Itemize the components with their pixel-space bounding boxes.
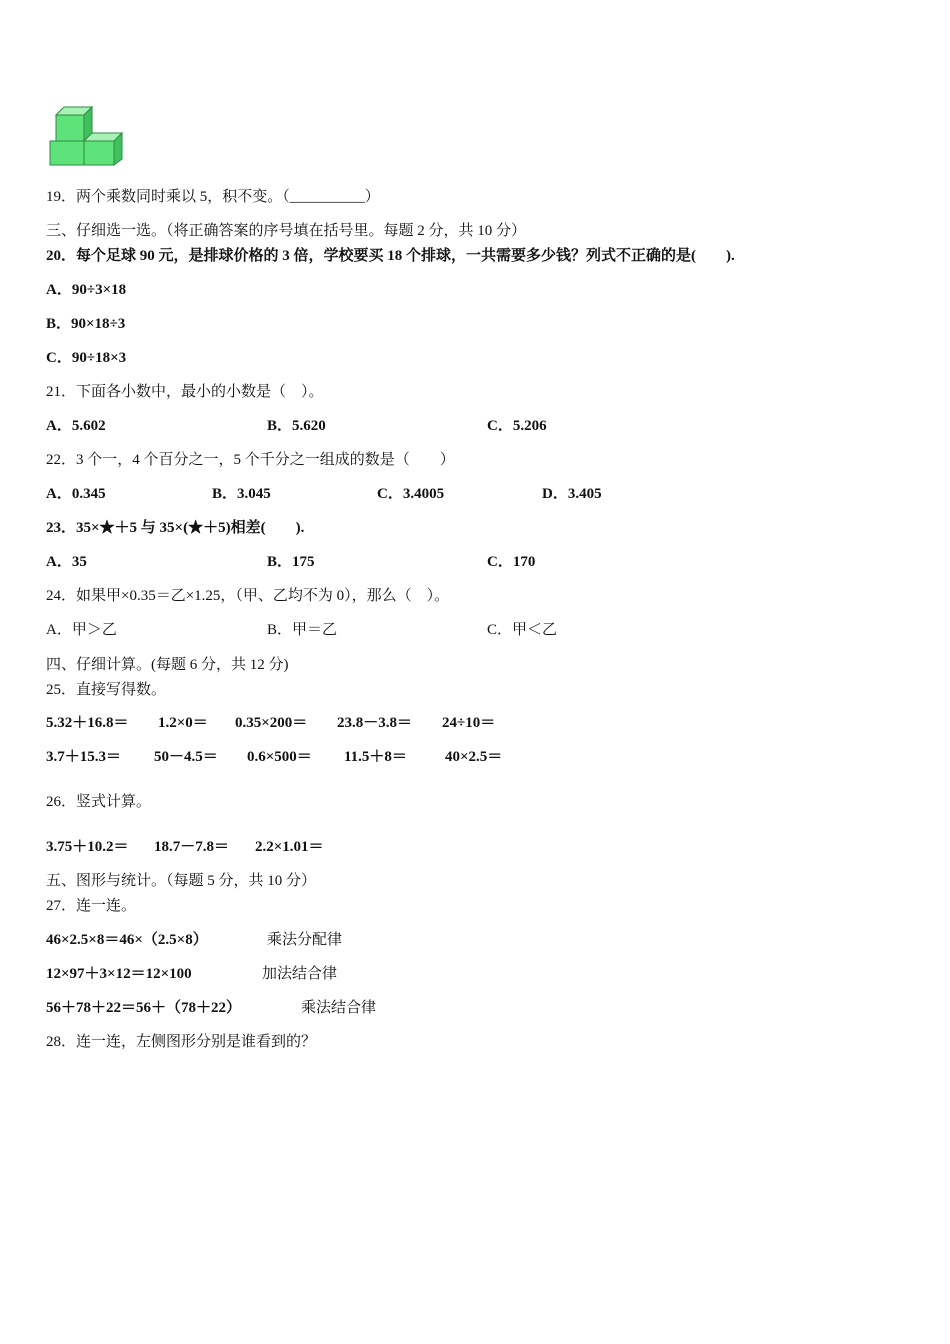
- question-22-option-a: A．0.345: [46, 486, 106, 502]
- match-left-item: 12×97＋3×12＝12×100: [46, 966, 192, 982]
- calc-item: 3.7＋15.3＝: [46, 749, 122, 765]
- calc-item: 11.5＋8＝: [344, 749, 407, 765]
- question-22-stem: 22．3 个一，4 个百分之一，5 个千分之一组成的数是（ ）: [46, 452, 455, 468]
- vertical-calc-item: 3.75＋10.2＝: [46, 839, 129, 855]
- match-right-item: 乘法结合律: [301, 1000, 377, 1016]
- question-21-option-a: A．5.602: [46, 418, 106, 434]
- question-20-option-c: C．90÷18×3: [46, 350, 127, 366]
- section-3-title: 三、仔细选一选。（将正确答案的序号填在括号里。每题 2 分，共 10 分）: [46, 223, 527, 239]
- calc-item: 50－4.5＝: [154, 749, 218, 765]
- question-26-stem: 26．竖式计算。: [46, 794, 152, 810]
- question-28-stem: 28．连一连，左侧图形分别是谁看到的？: [46, 1034, 317, 1050]
- question-23-option-a: A．35: [46, 554, 87, 570]
- question-24-option-a: A．甲＞乙: [46, 622, 117, 638]
- section-4-title: 四、仔细计算。(每题 6 分，共 12 分): [46, 657, 289, 673]
- question-21-option-b: B．5.620: [267, 418, 326, 434]
- match-left-item: 46×2.5×8＝46×（2.5×8）: [46, 932, 208, 948]
- match-left-item: 56＋78＋22＝56＋（78＋22）: [46, 1000, 242, 1016]
- match-right-item: 乘法分配律: [267, 932, 343, 948]
- question-21-option-c: C．5.206: [487, 418, 547, 434]
- calc-item: 0.6×500＝: [247, 749, 312, 765]
- vertical-calc-item: 18.7－7.8＝: [154, 839, 230, 855]
- question-20-option-b: B．90×18÷3: [46, 316, 126, 332]
- question-24-option-b: B．甲＝乙: [267, 622, 338, 638]
- match-right-item: 加法结合律: [262, 966, 338, 982]
- question-22-option-c: C．3.4005: [377, 486, 445, 502]
- calc-item: 24÷10＝: [442, 715, 496, 731]
- question-27-stem: 27．连一连。: [46, 898, 137, 914]
- cube-stack-figure: [46, 103, 126, 169]
- calc-item: 0.35×200＝: [235, 715, 308, 731]
- calc-item: 23.8－3.8＝: [337, 715, 413, 731]
- question-24-stem: 24．如果甲×0.35＝乙×1.25，（甲、乙均不为 0），那么（ ）。: [46, 588, 450, 604]
- question-23-option-b: B．175: [267, 554, 315, 570]
- calc-item: 40×2.5＝: [445, 749, 503, 765]
- calc-item: 1.2×0＝: [158, 715, 208, 731]
- vertical-calc-item: 2.2×1.01＝: [255, 839, 324, 855]
- question-19: 19．两个乘数同时乘以 5，积不变。（__________）: [46, 189, 380, 205]
- question-25-stem: 25．直接写得数。: [46, 682, 167, 698]
- question-22-option-b: B．3.045: [212, 486, 271, 502]
- section-5-title: 五、图形与统计。（每题 5 分，共 10 分）: [46, 873, 317, 889]
- question-22-option-d: D．3.405: [542, 486, 602, 502]
- calc-item: 5.32＋16.8＝: [46, 715, 129, 731]
- question-20-stem: 20．每个足球 90 元，是排球价格的 3 倍，学校要买 18 个排球，一共需要多少钱？列式不正确的是( ).: [46, 248, 735, 264]
- question-23-stem: 23．35×★＋5 与 35×(★＋5)相差( ).: [46, 520, 305, 536]
- question-24-option-c: C．甲＜乙: [487, 622, 558, 638]
- question-20-option-a: A．90÷3×18: [46, 282, 127, 298]
- question-21-stem: 21．下面各小数中，最小的小数是（ ）。: [46, 384, 324, 400]
- question-23-option-c: C．170: [487, 554, 536, 570]
